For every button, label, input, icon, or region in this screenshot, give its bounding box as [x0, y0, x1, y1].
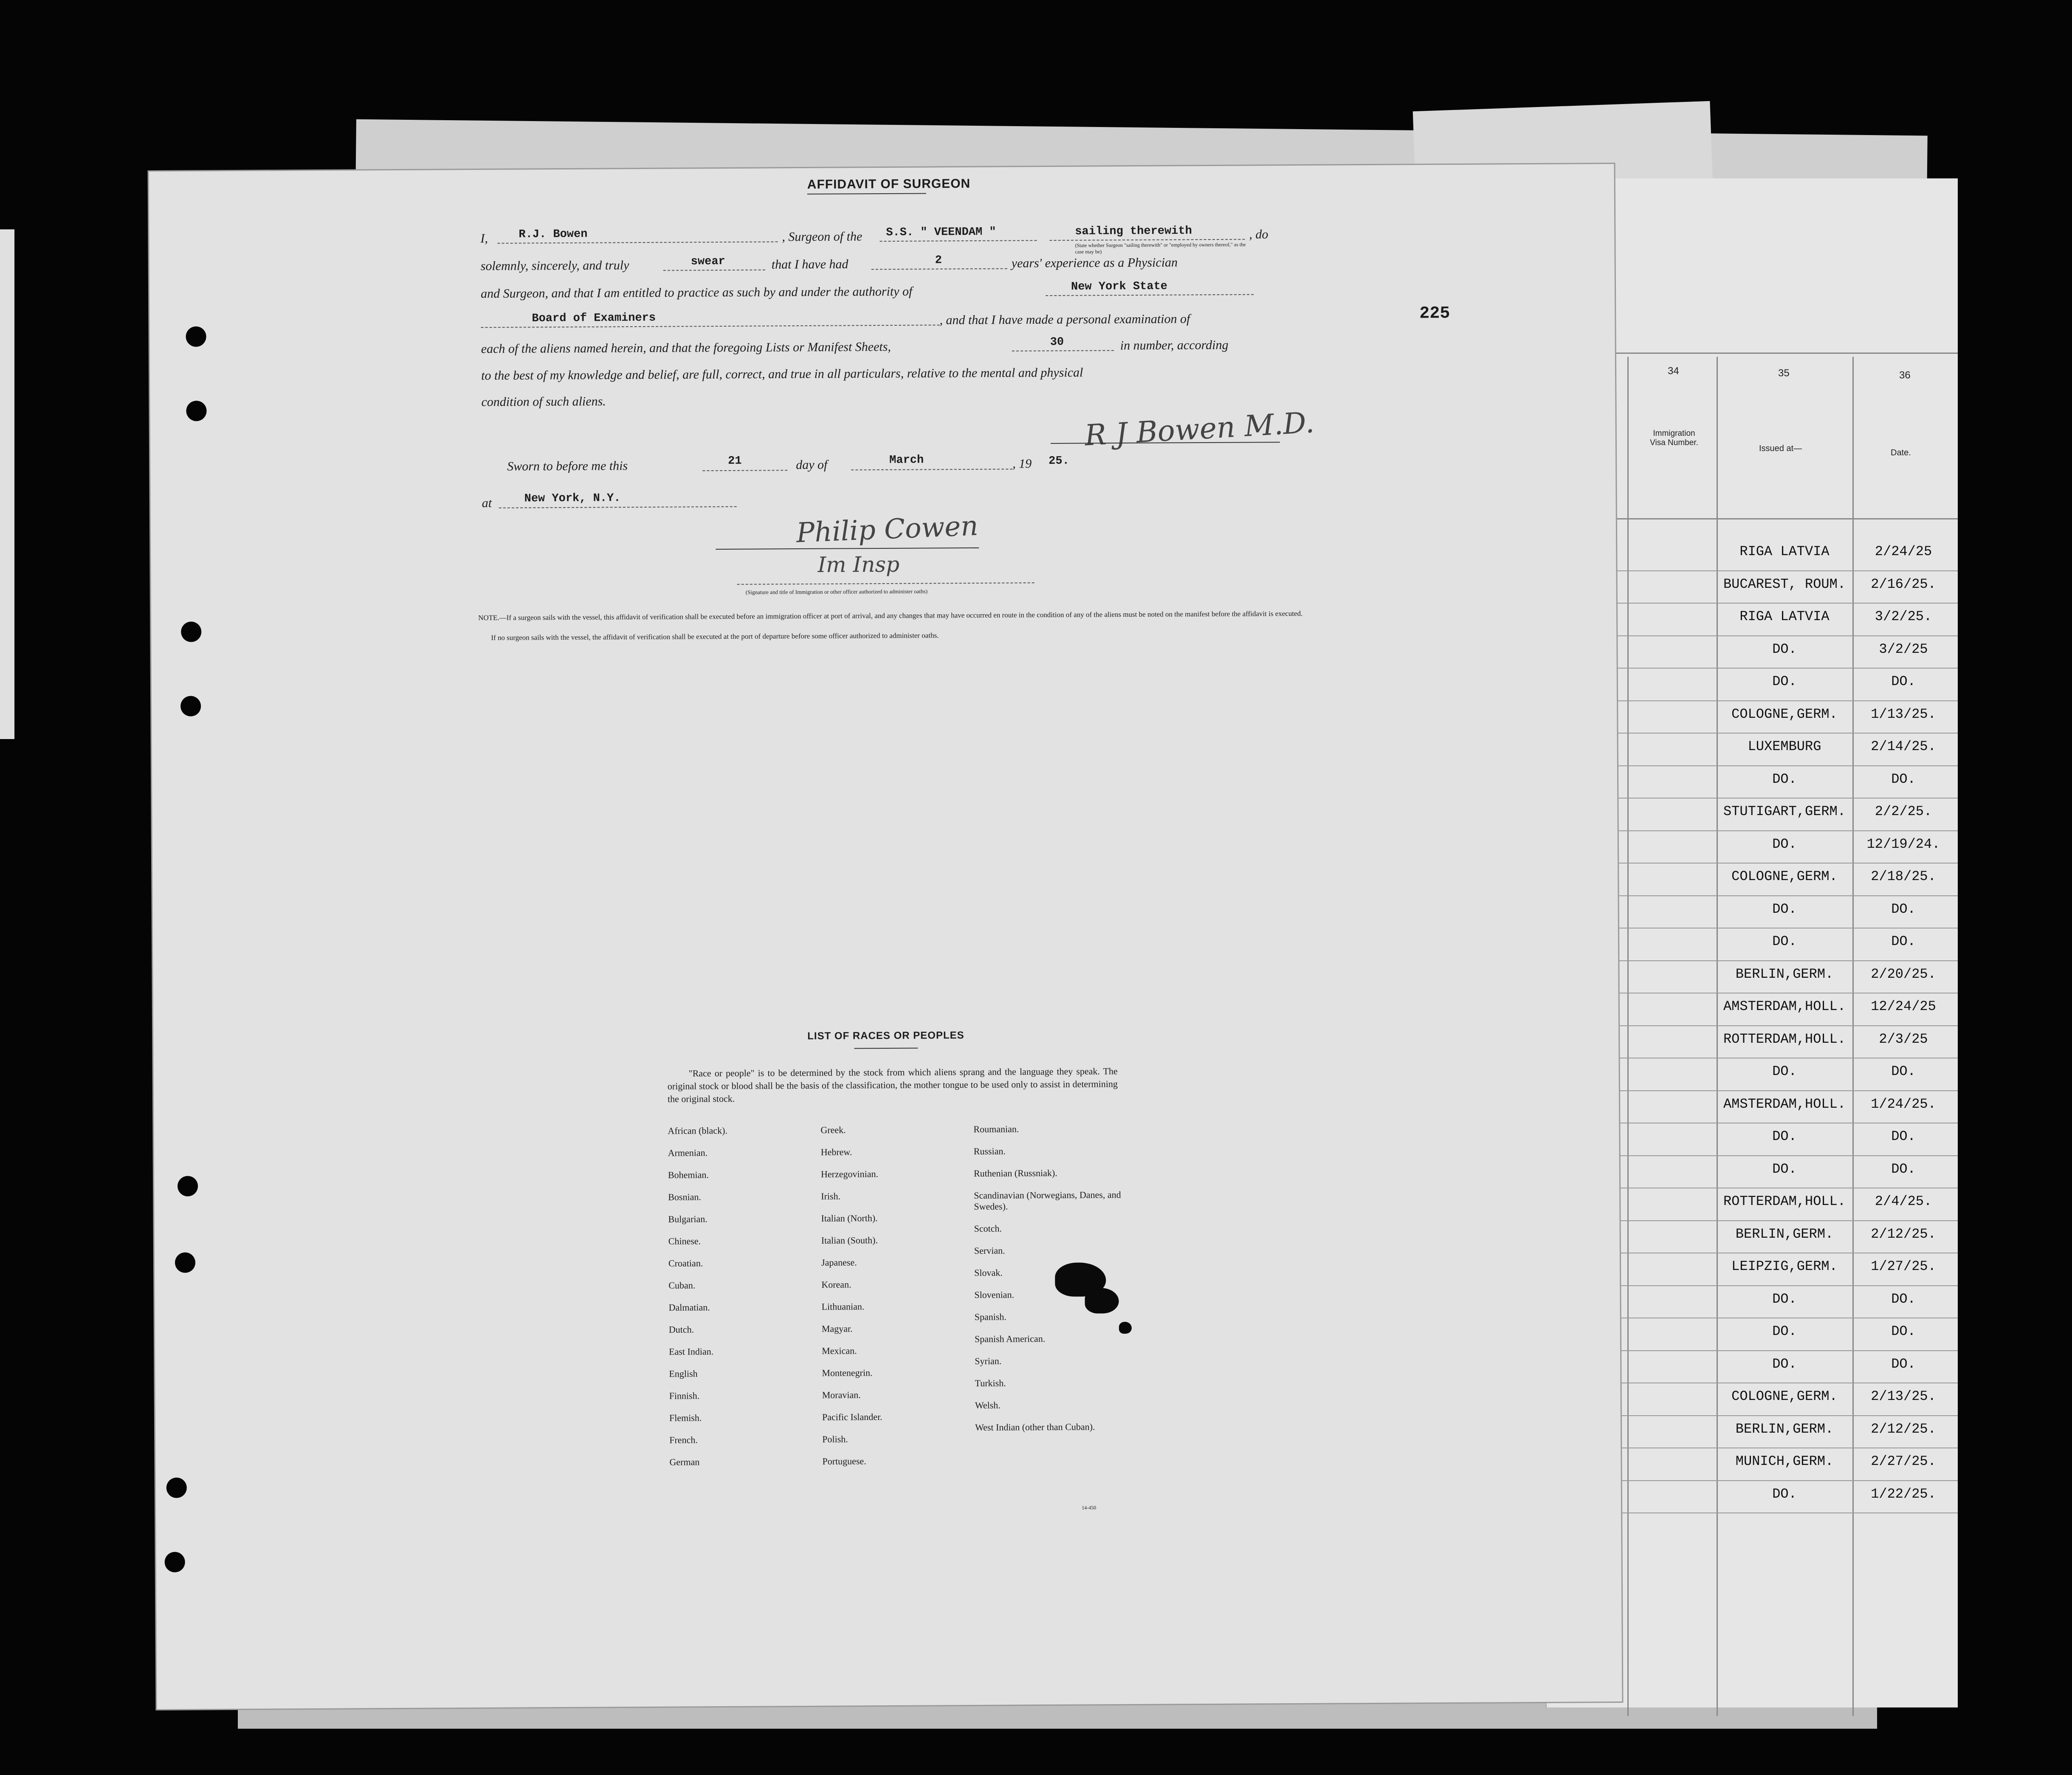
visa-date: 1/22/25. [1871, 1486, 1936, 1502]
column-number-35: 35 [1778, 367, 1790, 379]
race-entry: African (black). [668, 1125, 727, 1136]
column-number-36: 36 [1899, 370, 1911, 381]
officer-caption: (Signature and title of Immigration or other officer authorized to administer oaths) [745, 588, 928, 595]
race-entry: English [669, 1368, 698, 1379]
punch-hole [165, 1552, 185, 1572]
sworn-day: 21 [728, 454, 742, 468]
fill-line [880, 240, 1037, 242]
race-entry: West Indian (other than Cuban). [975, 1421, 1095, 1433]
visa-issued-at: COLOGNE,GERM. [1731, 869, 1838, 884]
race-entry: Hebrew. [820, 1146, 852, 1157]
visa-issued-at: RIGA LATVIA [1739, 609, 1830, 624]
column-number-34: 34 [1668, 365, 1679, 377]
race-entry: Croatian. [668, 1258, 703, 1269]
visa-issued-at: BERLIN,GERM. [1735, 966, 1834, 982]
note-paragraph: NOTE.—If a surgeon sails with the vessel, this affidavit of verification shall be executed before an immigration officer at port of arrival, and any changes that may have occurred en route in the condition of any of the aliens must be noted on the manifest before the affidavit is executed. [478, 609, 1303, 622]
affidavit-text: each of the aliens named herein, and that the foregoing Lists or Manifest Sheets, [481, 339, 891, 356]
race-entry: Spanish American. [974, 1333, 1046, 1344]
fill-line [702, 470, 787, 471]
ink-blot [1119, 1322, 1132, 1334]
visa-date: 2/16/25. [1871, 576, 1936, 592]
visa-date: DO. [1891, 1161, 1916, 1177]
race-entry: Mexican. [822, 1345, 857, 1356]
race-entry: Lithuanian. [821, 1301, 865, 1312]
visa-issued-at: DO. [1772, 1291, 1797, 1307]
visa-date: DO. [1891, 1064, 1916, 1079]
races-title-underline [854, 1048, 918, 1049]
affidavit-title: AFFIDAVIT OF SURGEON [807, 176, 971, 192]
visa-issued-at: STUTIGART,GERM. [1723, 804, 1846, 819]
visa-date: DO. [1891, 1291, 1916, 1307]
race-entry: Bohemian. [668, 1169, 709, 1180]
visa-date: 2/12/25. [1871, 1226, 1936, 1242]
punch-hole [186, 326, 206, 347]
visa-issued-at: BERLIN,GERM. [1735, 1226, 1834, 1242]
fill-line [851, 468, 1012, 470]
fill-line [1049, 239, 1245, 241]
visa-issued-at: DO. [1772, 641, 1797, 657]
fill-line [481, 325, 939, 328]
races-title: LIST OF RACES OR PEOPLES [807, 1030, 964, 1042]
visa-issued-at: DO. [1772, 836, 1797, 852]
race-entry: French. [669, 1434, 698, 1445]
licensing-board: Board of Examiners [532, 311, 656, 325]
visa-issued-at: BUCAREST, ROUM. [1723, 576, 1846, 592]
visa-date: 2/24/25 [1875, 544, 1932, 559]
sworn-place: New York, N.Y. [524, 492, 621, 505]
race-entry: Welsh. [975, 1400, 1001, 1411]
race-entry: Flemish. [669, 1412, 702, 1423]
fill-line [1046, 294, 1254, 296]
visa-date: 2/14/25. [1871, 739, 1936, 754]
vessel-name: S.S. " VEENDAM " [886, 226, 996, 239]
visa-date: 12/19/24. [1866, 836, 1940, 852]
officer-signature-line [716, 547, 979, 550]
visa-issued-at: AMSTERDAM,HOLL. [1723, 999, 1846, 1014]
visa-issued-at: BERLIN,GERM. [1735, 1421, 1834, 1437]
race-entry: Portuguese. [822, 1456, 866, 1467]
visa-date: 2/18/25. [1871, 869, 1936, 884]
visa-date: DO. [1891, 901, 1916, 917]
note-paragraph: If no surgeon sails with the vessel, the affidavit of verification shall be executed at the port of departure before some officer authorized to administer oaths. [491, 631, 939, 642]
race-entry: Servian. [974, 1245, 1005, 1256]
punch-hole [180, 696, 201, 716]
affidavit-text: that I have had [771, 257, 849, 272]
race-entry: Scandinavian (Norwegians, Danes, and Swedes). [974, 1189, 1121, 1212]
visa-issued-at: DO. [1772, 1486, 1797, 1502]
race-entry: East Indian. [669, 1346, 714, 1357]
punch-hole [175, 1253, 195, 1273]
race-entry: Syrian. [975, 1355, 1002, 1366]
visa-issued-at: LUXEMBURG [1748, 739, 1821, 754]
visa-issued-at: DO. [1772, 1161, 1797, 1177]
race-entry: Slovenian. [974, 1289, 1014, 1300]
visa-date: DO. [1891, 674, 1916, 689]
visa-date: 2/4/25. [1875, 1194, 1932, 1209]
visa-issued-at: LEIPZIG,GERM. [1731, 1259, 1838, 1274]
race-entry: Moravian. [822, 1389, 861, 1400]
visa-date: 2/2/25. [1875, 804, 1932, 819]
officer-title-line [737, 582, 1035, 585]
race-entry: Spanish. [974, 1311, 1006, 1322]
visa-date: DO. [1891, 1356, 1916, 1372]
officer-signature: Philip Cowen [795, 510, 979, 549]
fill-line [663, 269, 765, 271]
affidavit-text: Sworn to before me this [507, 459, 628, 474]
race-entry: Italian (South). [821, 1235, 878, 1246]
visa-issued-at: RIGA LATVIA [1739, 544, 1830, 559]
affidavit-text: , 19 [1012, 457, 1032, 471]
visa-issued-at: ROTTERDAM,HOLL. [1723, 1194, 1846, 1209]
race-entry: Slovak. [974, 1267, 1003, 1278]
status-instruction: (State whether Surgeon "sailing therewith" or "employed by owners thereof," as the case may be) [1075, 241, 1246, 255]
affidavit-text: , do [1249, 227, 1269, 242]
race-entry: Polish. [822, 1434, 848, 1445]
visa-issued-at: DO. [1772, 901, 1797, 917]
punch-hole [178, 1176, 198, 1196]
race-entry: Dutch. [668, 1324, 694, 1335]
ink-blot [1085, 1288, 1119, 1313]
punch-hole [166, 1478, 187, 1498]
visa-date: 2/27/25. [1871, 1453, 1936, 1469]
race-entry: Greek. [820, 1124, 846, 1135]
affidavit-text: solemnly, sincerely, and truly [480, 258, 629, 273]
fill-line [1012, 350, 1114, 351]
visa-date: DO. [1891, 934, 1916, 949]
visa-issued-at: DO. [1772, 934, 1797, 949]
visa-date: 2/3/25 [1879, 1031, 1928, 1047]
visa-issued-at: DO. [1772, 1323, 1797, 1339]
column-header-visa-number: Immigration Visa Number. [1650, 429, 1698, 447]
race-entry: Italian (North). [821, 1213, 878, 1224]
affidavit-text: in number, according [1120, 338, 1229, 353]
column-header-date: Date. [1891, 448, 1911, 457]
surgeon-status: sailing therewith [1075, 225, 1192, 238]
affidavit-text: condition of such aliens. [481, 394, 606, 409]
manifest-sheet-count: 30 [1050, 336, 1064, 349]
surgeon-name: R.J. Bowen [519, 228, 588, 241]
visa-date: 3/2/25. [1875, 609, 1932, 624]
fill-line [497, 241, 778, 243]
race-entry: Ruthenian (Russniak). [973, 1167, 1057, 1179]
affidavit-text: and Surgeon, and that I am entitled to practice as such by and under the authority of [480, 284, 913, 301]
visa-date: 2/13/25. [1871, 1388, 1936, 1404]
race-entry: Dalmatian. [668, 1302, 710, 1313]
visa-date: 1/24/25. [1871, 1096, 1936, 1112]
races-column-1 [668, 1125, 805, 1479]
race-entry: Bosnian. [668, 1191, 701, 1202]
races-intro: "Race or people" is to be determined by the stock from which aliens sprang and the language they speak. The original stock or blood shall be the basis of the classification, the mother tongue to be used only to assist in determining the original stock. [667, 1066, 1118, 1104]
visa-date: DO. [1891, 771, 1916, 787]
race-entry: Russian. [973, 1146, 1006, 1157]
left-edge-sheet [0, 229, 14, 739]
race-entry: Korean. [821, 1279, 851, 1290]
race-entry: Cuban. [668, 1280, 696, 1291]
race-entry: German [669, 1456, 700, 1467]
officer-title: Im Insp [818, 552, 900, 577]
affidavit-text: I, [480, 231, 488, 246]
sworn-year: 25. [1049, 454, 1069, 468]
visa-issued-at: COLOGNE,GERM. [1731, 706, 1838, 722]
race-entry: Pacific Islander. [822, 1411, 882, 1422]
visa-date: 1/27/25. [1871, 1259, 1936, 1274]
race-entry: Armenian. [668, 1147, 708, 1158]
affidavit-text: at [482, 496, 492, 510]
affidavit-page [149, 164, 1622, 1709]
race-entry: Herzegovinian. [820, 1168, 878, 1180]
fill-line [871, 268, 1007, 270]
fill-line [499, 506, 737, 508]
visa-date: DO. [1891, 1129, 1916, 1144]
race-entry: Magyar. [821, 1323, 853, 1334]
sworn-month: March [889, 454, 924, 467]
page-number-stamp: 225 [1419, 304, 1450, 324]
visa-date: 2/12/25. [1871, 1421, 1936, 1437]
race-entry: Montenegrin. [822, 1367, 873, 1378]
punch-hole [186, 401, 206, 421]
visa-issued-at: AMSTERDAM,HOLL. [1723, 1096, 1846, 1112]
visa-issued-at: DO. [1772, 1356, 1797, 1372]
visa-date: 12/24/25 [1871, 999, 1936, 1014]
surgeon-signature: R J Bowen M.D. [1083, 406, 1316, 453]
years-experience: 2 [935, 254, 942, 267]
affidavit-text: to the best of my knowledge and belief, are full, correct, and true in all particulars, relative to the mental and physical [481, 365, 1083, 383]
affidavit-text: , Surgeon of the [782, 229, 863, 244]
visa-date: 2/20/25. [1871, 966, 1936, 982]
race-entry: Finnish. [669, 1390, 700, 1401]
visa-date: 3/2/25 [1879, 641, 1928, 657]
affidavit-text: , and that I have made a personal examination of [939, 312, 1190, 327]
visa-date: 1/13/25. [1871, 706, 1936, 722]
oath-type: swear [691, 255, 725, 268]
race-entry: Irish. [821, 1191, 841, 1202]
race-entry: Chinese. [668, 1236, 701, 1247]
visa-date: DO. [1891, 1323, 1916, 1339]
visa-issued-at: MUNICH,GERM. [1735, 1453, 1834, 1469]
affidavit-text: day of [796, 457, 828, 472]
races-column-2 [820, 1124, 962, 1478]
affidavit-text: years' experience as a Physician [1011, 255, 1178, 271]
race-entry: Roumanian. [973, 1123, 1019, 1134]
visa-issued-at: DO. [1772, 1064, 1797, 1079]
visa-issued-at: DO. [1772, 674, 1797, 689]
licensing-authority: New York State [1071, 280, 1167, 293]
column-header-issued-at: Issued at— [1759, 444, 1802, 453]
race-entry: Bulgarian. [668, 1213, 708, 1225]
race-entry: Japanese. [821, 1257, 857, 1268]
punch-hole [181, 621, 201, 642]
title-underline [807, 193, 926, 194]
visa-issued-at: DO. [1772, 771, 1797, 787]
form-code: 14-450 [1082, 1504, 1097, 1511]
race-entry: Scotch. [974, 1223, 1002, 1234]
visa-issued-at: ROTTERDAM,HOLL. [1723, 1031, 1846, 1047]
visa-issued-at: DO. [1772, 1129, 1797, 1144]
race-entry: Turkish. [975, 1377, 1006, 1388]
visa-issued-at: COLOGNE,GERM. [1731, 1388, 1838, 1404]
